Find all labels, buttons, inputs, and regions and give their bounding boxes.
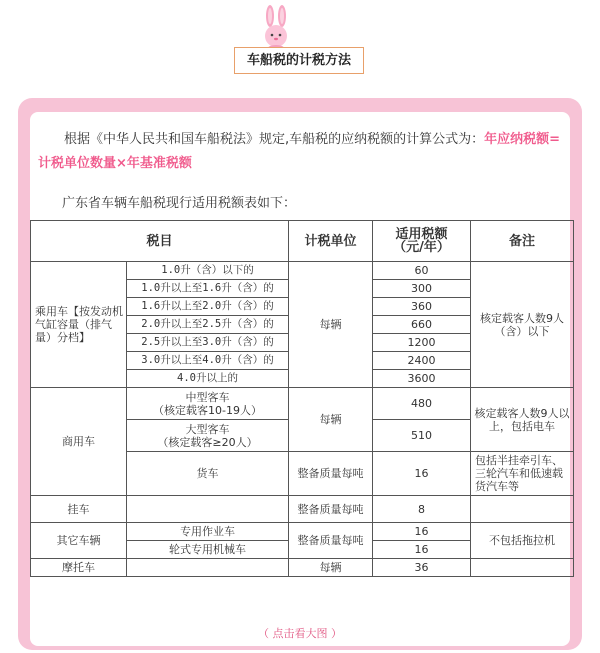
tax-formula: 年应纳税额=计税单位数量×年基准税额 (38, 132, 561, 171)
cell-label: 大型客车 （核定载客≥20人） (127, 420, 289, 452)
trailer-category: 挂车 (31, 496, 127, 523)
cell-label: 1.0升以上至1.6升（含）的 (127, 280, 289, 298)
view-large-image-link[interactable]: （ 点击看大图 ） (258, 627, 342, 640)
header-rate: 适用税额 （元/年） (373, 221, 471, 262)
cell-rate: 2400 (373, 352, 471, 370)
table-header-row (31, 221, 574, 262)
motorcycle-category: 摩托车 (31, 559, 127, 577)
table-row (31, 559, 574, 577)
cell-label: 中型客车 （核定载客10-19人） (127, 388, 289, 420)
other-unit: 整备质量每吨 (289, 523, 373, 559)
passenger-note: 核定载客人数9人（含）以下 (471, 262, 574, 388)
cell-rate: 36 (373, 559, 471, 577)
intro-text: 根据《中华人民共和国车船税法》规定,车船税的应纳税额的计算公式为： (64, 132, 485, 147)
bus-unit: 每辆 (289, 388, 373, 452)
cell-rate: 360 (373, 298, 471, 316)
cell-empty (471, 559, 574, 577)
tax-rate-table (30, 220, 574, 577)
cell-label: 专用作业车 (127, 523, 289, 541)
passenger-category: 乘用车【按发动机气缸容量（排气量）分档】 (31, 262, 127, 388)
passenger-unit: 每辆 (289, 262, 373, 388)
header-note: 备注 (471, 221, 574, 262)
cell-rate: 16 (373, 541, 471, 559)
intro-paragraph (38, 128, 568, 176)
table-subtitle: 广东省车辆车船税现行适用税额表如下： (62, 196, 297, 211)
cell-rate: 8 (373, 496, 471, 523)
cell-empty (471, 496, 574, 523)
cell-rate: 510 (373, 420, 471, 452)
cell-rate: 3600 (373, 370, 471, 388)
cell-rate: 1200 (373, 334, 471, 352)
header-item: 税目 (31, 221, 289, 262)
cell-rate: 16 (373, 452, 471, 496)
cell-label: 货车 (127, 452, 289, 496)
cell-empty (127, 559, 289, 577)
cell-label: 2.5升以上至3.0升（含）的 (127, 334, 289, 352)
cell-rate: 60 (373, 262, 471, 280)
cell-rate: 480 (373, 388, 471, 420)
cell-label: 1.6升以上至2.0升（含）的 (127, 298, 289, 316)
cell-label: 2.0升以上至2.5升（含）的 (127, 316, 289, 334)
other-note: 不包括拖拉机 (471, 523, 574, 559)
cell-label: 轮式专用机械车 (127, 541, 289, 559)
cell-label: 4.0升以上的 (127, 370, 289, 388)
table-row (31, 523, 574, 541)
bus-note: 核定载客人数9人以上，包括电车 (471, 388, 574, 452)
commercial-category: 商用车 (31, 388, 127, 496)
cell-label: 1.0升（含）以下的 (127, 262, 289, 280)
cell-empty (127, 496, 289, 523)
cell-label: 3.0升以上至4.0升（含）的 (127, 352, 289, 370)
table-row (31, 388, 574, 420)
cell-rate: 300 (373, 280, 471, 298)
pink-bunny-icon (256, 4, 296, 52)
table-row (31, 496, 574, 523)
motorcycle-unit: 每辆 (289, 559, 373, 577)
truck-note: 包括半挂牵引车、三轮汽车和低速载货汽车等 (471, 452, 574, 496)
header-unit: 计税单位 (289, 221, 373, 262)
cell-rate: 16 (373, 523, 471, 541)
truck-unit: 整备质量每吨 (289, 452, 373, 496)
other-category: 其它车辆 (31, 523, 127, 559)
trailer-unit: 整备质量每吨 (289, 496, 373, 523)
cell-rate: 660 (373, 316, 471, 334)
table-row (31, 262, 574, 280)
page-title: 车船税的计税方法 (234, 47, 364, 74)
